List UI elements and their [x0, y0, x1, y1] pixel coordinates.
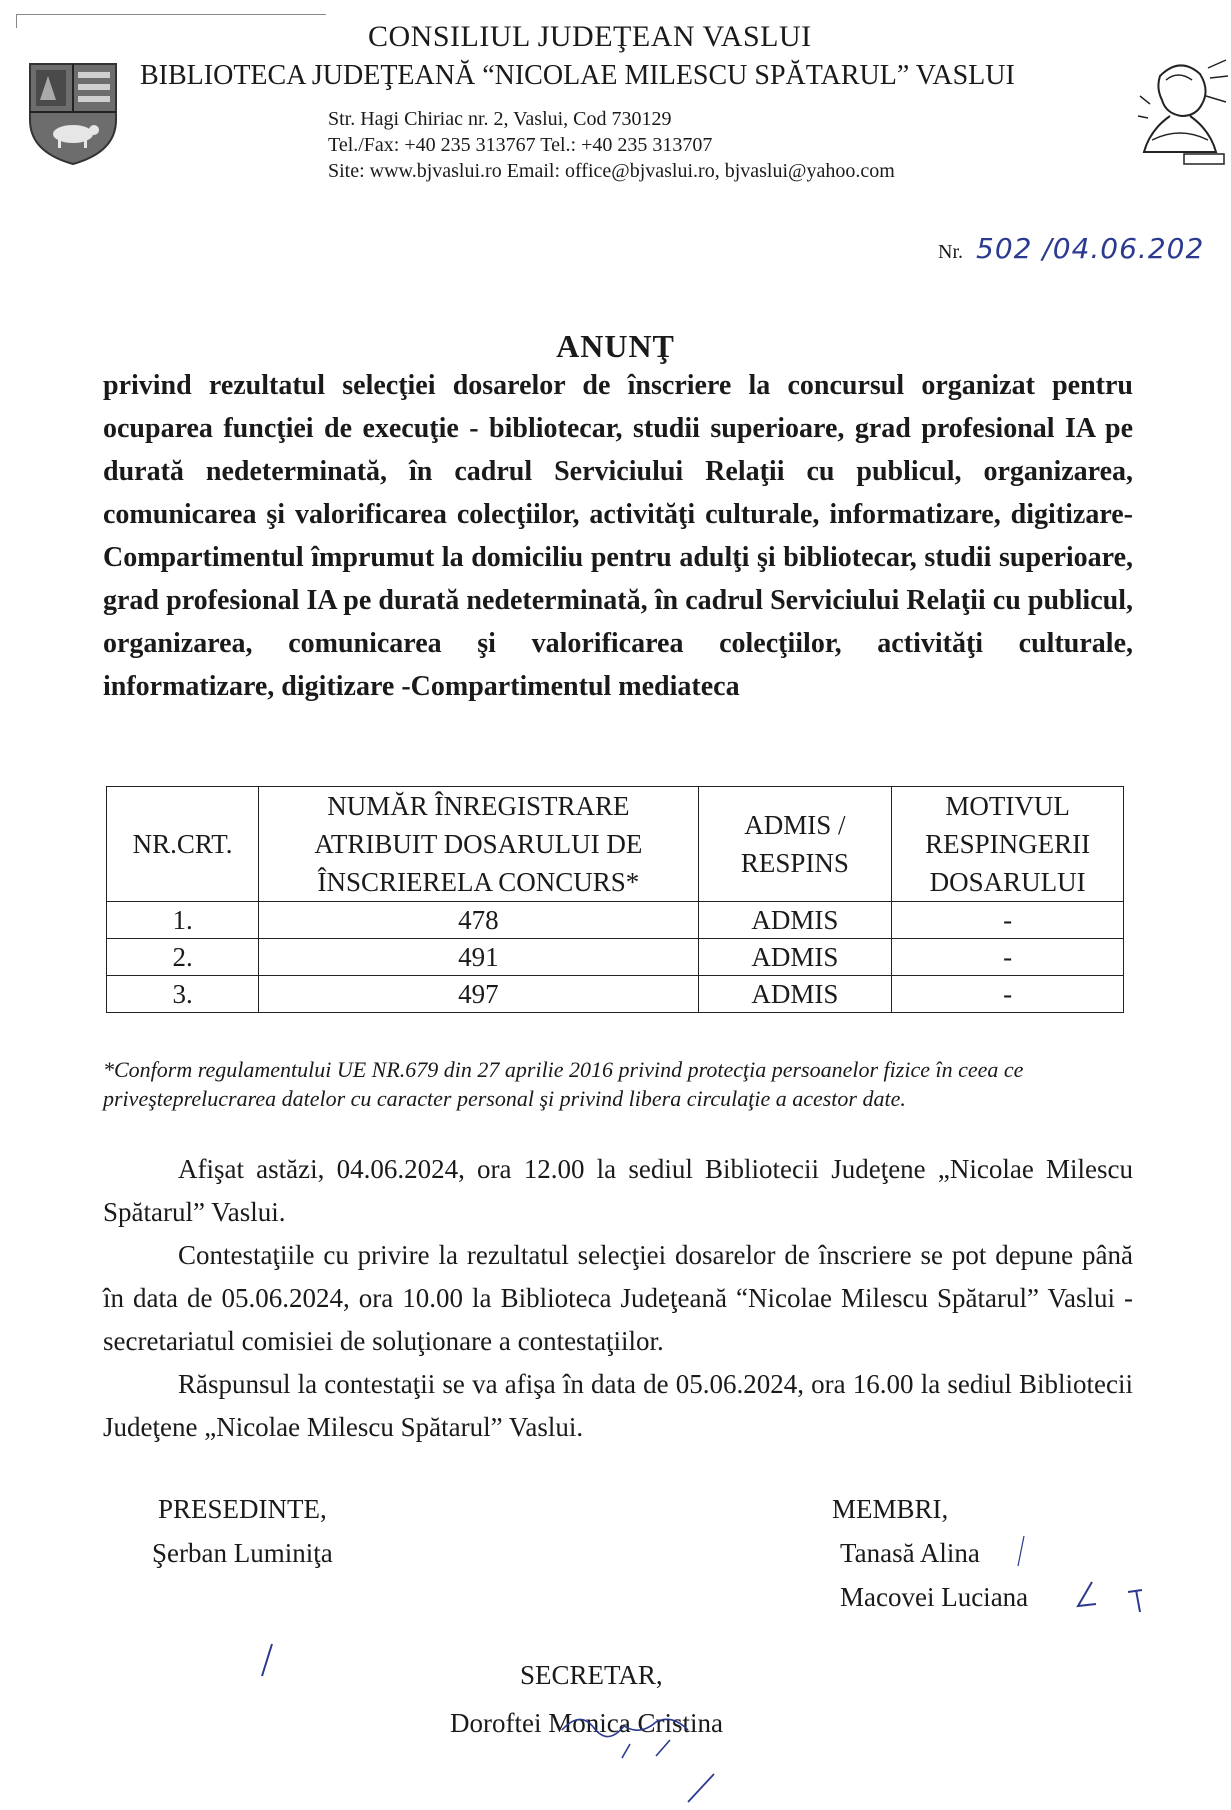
member-name: Tanasă Alina	[840, 1538, 980, 1568]
cell-status: ADMIS	[698, 902, 892, 939]
column-header-registration: NUMĂR ÎNREGISTRARE ATRIBUIT DOSARULUI DE ÎNSCRIERELA CONCURS*	[259, 787, 698, 902]
cell-reason: -	[892, 902, 1124, 939]
table-row	[107, 902, 1124, 939]
cell-reason: -	[892, 939, 1124, 976]
signature-mark-icon	[680, 1770, 720, 1806]
library-name: BIBLIOTECA JUDEŢEANĂ “NICOLAE MILESCU SPĂTARUL” VASLUI	[140, 60, 1015, 91]
appeals-paragraph: Contestaţiile cu privire la rezultatul selecţiei dosarelor de înscriere se pot depune până în data de 05.06.2024, ora 10.00 la Biblioteca Judeţeană “Nicolae Milescu Spătarul” Vaslui - secretariatul comisiei de soluţionare a contestaţiilor.	[103, 1240, 1133, 1356]
cell-registration: 478	[259, 902, 698, 939]
member-name: Macovei Luciana	[840, 1582, 1029, 1612]
county-coat-of-arms-icon	[26, 60, 120, 168]
announcement-subject: privind rezultatul selecţiei dosarelor de înscriere la concursul organizat pentru ocuparea funcţiei de execuţie - bibliotecar, studii superioare, grad profesional IA pe durată nedeterminată, în cadrul Serviciului Relaţii cu publicul, organizarea, comunicarea şi valorificarea colecţiilor, activităţi culturale, informatizare, digitizare-Compartimentul împrumut la domiciliu pentru adulţi şi bibliotecar, studii superioare, grad profesional IA pe durată nedeterminată, în cadrul Serviciului Relaţii cu publicul, organizarea, comunicarea şi valorificarea colecţiilor, activităţi culturale, informatizare, digitizare -Compartimentul mediateca	[103, 370, 1133, 702]
results-table	[106, 786, 1124, 1013]
posting-paragraph: Afişat astăzi, 04.06.2024, ora 12.00 la sediul Bibliotecii Judeţene „Nicolae Milescu Spătarul” Vaslui.	[103, 1154, 1133, 1227]
library-emblem-icon	[1130, 56, 1230, 172]
cell-nr: 3.	[107, 976, 259, 1013]
council-name: CONSILIUL JUDEŢEAN VASLUI	[368, 20, 812, 53]
signature-mark-icon	[252, 1640, 282, 1680]
scan-border-tick	[16, 14, 17, 28]
appeals-response-paragraph: Răspunsul la contestaţii se va afişa în data de 05.06.2024, ora 16.00 la sediul Bibliotecii Judeţene „Nicolae Milescu Spătarul” Vaslui.	[103, 1369, 1133, 1442]
column-header-nr: NR.CRT.	[107, 787, 259, 902]
scan-border-line	[16, 14, 326, 15]
signature-mark-icon	[560, 1700, 720, 1760]
cell-status: ADMIS	[698, 939, 892, 976]
cell-registration: 491	[259, 939, 698, 976]
members-title: MEMBRI,	[832, 1494, 949, 1524]
cell-status: ADMIS	[698, 976, 892, 1013]
signature-mark-icon	[1070, 1578, 1150, 1618]
page-title: ANUNŢ	[556, 328, 675, 364]
secretary-title: SECRETAR,	[520, 1660, 663, 1690]
cell-registration: 497	[259, 976, 698, 1013]
registration-handwritten: 502 /04.06.202	[976, 232, 1205, 265]
president-title: PRESEDINTE,	[158, 1494, 327, 1524]
contact-line: Site: www.bjvaslui.ro Email: office@bjvaslui.ro, bjvaslui@yahoo.com	[328, 160, 895, 182]
signature-mark-icon	[1012, 1532, 1032, 1572]
table-header-row	[107, 787, 1124, 902]
registration-label: Nr.	[938, 241, 963, 263]
column-header-reason: MOTIVUL RESPINGERII DOSARULUI	[892, 787, 1124, 902]
cell-reason: -	[892, 976, 1124, 1013]
cell-nr: 1.	[107, 902, 259, 939]
phone-line: Tel./Fax: +40 235 313767 Tel.: +40 235 313707	[328, 134, 713, 156]
address-line: Str. Hagi Chiriac nr. 2, Vaslui, Cod 730129	[328, 108, 672, 130]
registration-number	[938, 232, 1204, 265]
table-row	[107, 976, 1124, 1013]
gdpr-footnote: *Conform regulamentului UE NR.679 din 27 aprilie 2016 privind protecţia persoanelor fizice în ceea ce priveşteprelucrarea datelor cu caracter personal şi privind libera circulaţie a acestor date.	[103, 1057, 1024, 1111]
secretary-name: Doroftei Monica Cristina	[450, 1708, 723, 1738]
table-row	[107, 939, 1124, 976]
president-name: Şerban Luminiţa	[152, 1538, 333, 1568]
column-header-status: ADMIS / RESPINS	[698, 787, 892, 902]
cell-nr: 2.	[107, 939, 259, 976]
